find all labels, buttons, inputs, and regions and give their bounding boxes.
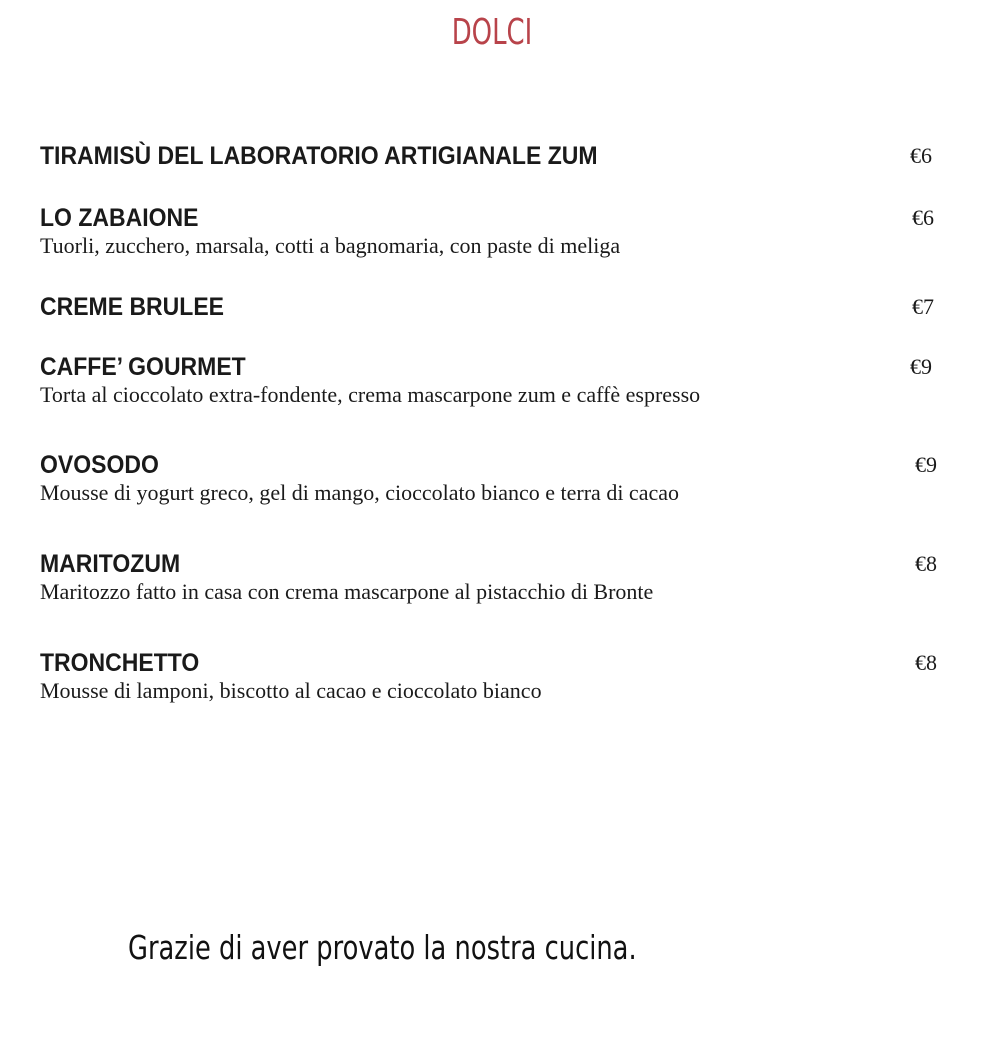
item-name: CAFFE’ GOURMET [40, 353, 246, 381]
menu-item [40, 292, 940, 322]
menu-item [40, 203, 940, 259]
menu-item [40, 450, 940, 506]
menu-item [40, 648, 940, 704]
item-description: Maritozzo fatto in casa con crema mascarpone al pistacchio di Bronte [40, 579, 654, 604]
item-name: TRONCHETTO [40, 649, 200, 677]
item-description: Mousse di yogurt greco, gel di mango, cioccolato bianco e terra di cacao [40, 480, 679, 505]
item-price: €8 [915, 650, 937, 675]
item-name: MARITOZUM [40, 550, 181, 578]
menu-item [40, 549, 940, 605]
item-name: TIRAMISÙ DEL LABORATORIO ARTIGIANALE ZUM [40, 142, 598, 170]
item-description: Tuorli, zucchero, marsala, cotti a bagnomaria, con paste di meliga [40, 233, 621, 258]
section-title: DOLCI [451, 12, 533, 53]
item-price: €6 [912, 205, 934, 230]
item-name: OVOSODO [40, 451, 159, 479]
item-description: Torta al cioccolato extra-fondente, crema mascarpone zum e caffè espresso [40, 382, 701, 407]
closing-note: Grazie di aver provato la nostra cucina. [128, 928, 637, 967]
item-name: CREME BRULEE [40, 293, 225, 321]
item-price: €8 [915, 551, 937, 576]
menu-item [40, 352, 940, 408]
item-description: Mousse di lamponi, biscotto al cacao e cioccolato bianco [40, 678, 542, 703]
item-price: €9 [915, 452, 937, 477]
item-price: €9 [910, 354, 932, 379]
item-price: €6 [910, 143, 932, 168]
item-name: LO ZABAIONE [40, 204, 199, 232]
item-price: €7 [912, 294, 934, 319]
menu-item [40, 141, 940, 171]
